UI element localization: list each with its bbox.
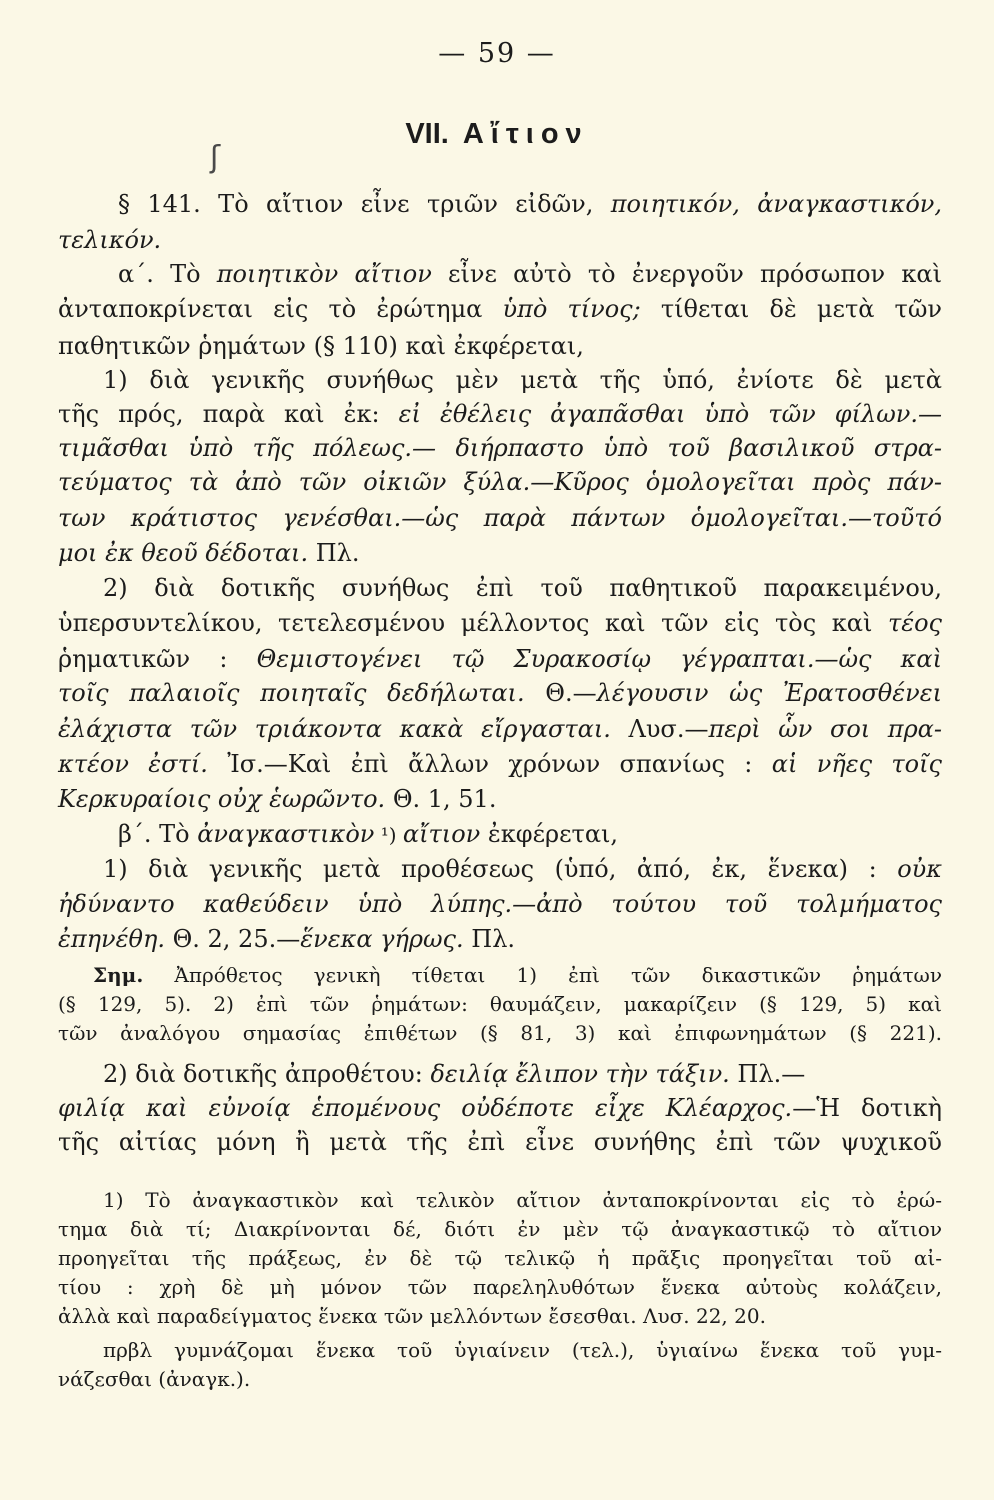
text-line: ἐλάχιστα τῶν τριάκοντα κακὰ εἴργασται. Λυσ.—περὶ ὧν σοι πρα- [58, 715, 942, 743]
text-line: των κράτιστος γενέσθαι.—ὡς παρὰ πάντων ὁμολογεῖται.—τοῦτό [58, 504, 942, 532]
text-line: τεύματος τὰ ἀπὸ τῶν οἰκιῶν ξύλα.—Κῦρος ὁμολογεῖται πρὸς πάν- [58, 468, 942, 496]
text-line: τῆς αἰτίας μόνη ἢ μετὰ τῆς ἐπὶ εἶνε συνήθης ἐπὶ τῶν ψυχικοῦ [58, 1128, 942, 1156]
footnote-line: 1) Τὸ ἀναγκαστικὸν καὶ τελικὸν αἴτιον ἀνταποκρίνονται εἰς τὸ ἐρώ- [103, 1188, 942, 1212]
text-line: τελικόν. [58, 226, 162, 254]
footnote-line: τημα διὰ τί; Διακρίνονται δέ, διότι ἐν μὲν τῷ ἀναγκαστικῷ τὸ αἴτιον [58, 1217, 942, 1241]
text-line: α΄. Τὸ ποιητικὸν αἴτιον εἶνε αὐτὸ τὸ ἐνεργοῦν πρόσωπον καὶ [118, 260, 942, 288]
text-line: ὑπερσυντελίκου, τετελεσμένου μέλλοντος καὶ τῶν εἰς τὸς καὶ τέος [58, 609, 942, 637]
text-line: 1) διὰ γενικῆς συνήθως μὲν μετὰ τῆς ὑπό, ἐνίοτε δὲ μετὰ [103, 366, 942, 394]
text-line: ἐπηνέθη. Θ. 2, 25.—ἕνεκα γήρως. Πλ. [58, 925, 516, 953]
text-line: παθητικῶν ῥημάτων (§ 110) καὶ ἐκφέρεται, [58, 332, 584, 360]
text-line: ἀνταποκρίνεται εἰς τὸ ἐρώτημα ὑπὸ τίνος; τίθεται δὲ μετὰ τῶν [58, 295, 942, 323]
text-line: τοῖς παλαιοῖς ποιηταῖς δεδήλωται. Θ.—λέγουσιν ὡς Ἐρατοσθένει [58, 679, 943, 707]
text-line: κτέον ἐστί. Ἰσ.—Καὶ ἐπὶ ἄλλων χρόνων σπανίως : αἱ νῆες τοῖς [58, 750, 942, 778]
chapter-heading [0, 118, 994, 151]
page-number: — 59 — [438, 38, 556, 69]
footnote-line: ἀλλὰ καὶ παραδείγματος ἕνεκα τῶν μελλόντων ἔσεσθαι. Λυσ. 22, 20. [58, 1304, 766, 1328]
text-line: β΄. Τὸ ἀναγκαστικὸν ¹) αἴτιον ἐκφέρεται, [118, 820, 619, 848]
footnote-line: τίου : χρὴ δὲ μὴ μόνον τῶν παρεληλυθότων ἕνεκα αὐτοὺς κολάζειν, [58, 1275, 942, 1299]
text-line: Κερκυραίοις οὐχ ἑωρῶντο. Θ. 1, 51. [58, 785, 497, 813]
text-line: 2) διὰ δοτικῆς ἀπροθέτου: δειλίᾳ ἔλιπον τὴν τάξιν. Πλ.— [103, 1060, 806, 1088]
text-line: τιμᾶσθαι ὑπὸ τῆς πόλεως.— διήρπαστο ὑπὸ τοῦ βασιλικοῦ στρα- [58, 434, 942, 462]
footnote-line: νάζεσθαι (ἀναγκ.). [58, 1367, 251, 1391]
text-line: (§ 129, 5). 2) ἐπὶ τῶν ῥημάτων: θαυμάζειν, μακαρίζειν (§ 129, 5) καὶ [58, 992, 942, 1016]
pencil-mark-icon: ʃ [210, 140, 221, 175]
text-line: φιλίᾳ καὶ εὐνοίᾳ ἑπομένους οὐδέποτε εἶχε Κλέαρχος.—Ἡ δοτικὴ [58, 1094, 942, 1122]
footnote-line: πρβλ γυμνάζομαι ἕνεκα τοῦ ὑγιαίνειν (τελ.), ὑγιαίνω ἕνεκα τοῦ γυμ- [103, 1338, 942, 1362]
text-line: Σημ. Ἀπρόθετος γενικὴ τίθεται 1) ἐπὶ τῶν δικαστικῶν ῥημάτων [93, 963, 942, 987]
text-line: τῆς πρός, παρὰ καὶ ἐκ: εἰ ἐθέλεις ἀγαπᾶσθαι ὑπὸ τῶν φίλων.— [58, 400, 942, 428]
text-line: τῶν ἀναλόγου σημασίας ἐπιθέτων (§ 81, 3) καὶ ἐπιφωνημάτων (§ 221). [58, 1021, 942, 1045]
text-line: 1) διὰ γενικῆς μετὰ προθέσεως (ὑπό, ἀπό, ἐκ, ἕνεκα) : οὐκ [103, 855, 942, 883]
text-line: μοι ἐκ θεοῦ δέδοται. Πλ. [58, 539, 360, 567]
chapter-title: Αἴτιον [462, 118, 589, 150]
footnote-line: προηγεῖται τῆς πράξεως, ἐν δὲ τῷ τελικῷ ἡ πρᾶξις προηγεῖται τοῦ αἰ- [58, 1246, 942, 1270]
text-line: ῥηματικῶν : Θεμιστογένει τῷ Συρακοσίῳ γέγραπται.—ὡς καὶ [58, 645, 943, 673]
text-line: § 141. Τὸ αἴτιον εἶνε τριῶν εἰδῶν, ποιητικόν, ἀναγκαστικόν, [118, 190, 942, 218]
text-line: ἠδύναντο καθεύδειν ὑπὸ λύπης.—ἀπὸ τούτου τοῦ τολμήματος [58, 890, 942, 918]
text-line: 2) διὰ δοτικῆς συνήθως ἐπὶ τοῦ παθητικοῦ παρακειμένου, [103, 574, 942, 602]
chapter-number: VII. [405, 118, 449, 150]
